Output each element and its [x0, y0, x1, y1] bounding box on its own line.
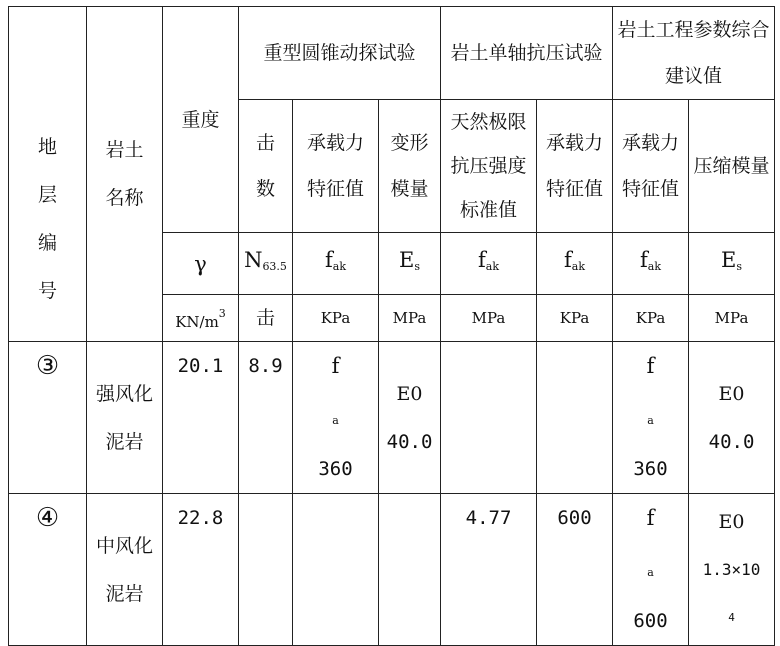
layer-id-cell: ④ [9, 494, 87, 646]
deform-cell [379, 342, 441, 494]
symbol-e-main: E [721, 248, 737, 272]
unit-mpa-1: MPa [379, 295, 441, 342]
rock-name-cell [87, 342, 163, 494]
header-deform-modulus-line: 变形 [390, 132, 429, 154]
symbol-f-sub: ak [571, 260, 586, 273]
header-rock-name-line: 名称 [105, 187, 144, 209]
rec-bearing-cell [613, 494, 689, 646]
header-natural-strength-line: 标准值 [460, 199, 518, 221]
header-layer-id [9, 7, 87, 342]
header-blows-char: 数 [255, 178, 275, 200]
symbol-n-main: N [244, 248, 263, 272]
rock-name-line: 泥岩 [105, 582, 144, 605]
unit-mpa-2: MPa [441, 295, 537, 342]
ucs-bearing-cell [537, 342, 613, 494]
unit-kpa-2: KPa [537, 295, 613, 342]
table-wrapper [8, 6, 775, 646]
header-rock-name [87, 7, 163, 342]
header-natural-strength-line: 天然极限 [450, 111, 527, 133]
symbol-n-sub: 63.5 [262, 260, 287, 273]
symbol-f-main: f [324, 248, 333, 272]
symbol-e-sub: s [414, 260, 420, 273]
symbol-es-2 [689, 233, 775, 295]
header-bearing-char-3-line: 承载力 [622, 132, 680, 154]
symbol-fak-2 [441, 233, 537, 295]
header-blows-char: 击 [255, 132, 275, 154]
deform-value: 40.0 [386, 430, 433, 453]
symbol-fak-4 [613, 233, 689, 295]
symbol-e-main: E [399, 248, 415, 272]
table-row [9, 494, 775, 646]
unit-gamma-base: KN/m [175, 313, 219, 331]
bearing-cell [293, 494, 379, 646]
unit-gamma-sup: 3 [218, 307, 226, 320]
header-group-recommend [613, 7, 775, 100]
symbol-es-1 [379, 233, 441, 295]
header-blows [239, 100, 293, 233]
bearing-label-sub: a [332, 414, 339, 427]
rec-modulus-value [689, 546, 774, 642]
header-rock-name-line: 岩土 [105, 139, 144, 161]
unit-kpa-3: KPa [613, 295, 689, 342]
header-group-recommend-line: 建议值 [665, 65, 723, 87]
bearing-label [293, 342, 378, 445]
header-layer-id-char: 号 [37, 280, 57, 302]
header-layer-id-char: 编 [37, 232, 57, 254]
symbol-n [239, 233, 293, 295]
symbol-fak-3 [537, 233, 613, 295]
unit-gamma [163, 295, 239, 342]
header-bearing-char-2-line: 特征值 [546, 178, 604, 200]
rec-bearing-value: 360 [633, 458, 668, 480]
rec-modulus-cell [689, 494, 775, 646]
header-bearing-char-2-line: 承载力 [546, 132, 604, 154]
header-natural-strength-line: 抗压强度 [450, 155, 527, 177]
symbol-f-main: f [640, 248, 648, 272]
gamma-cell: 22.8 [163, 494, 239, 646]
gamma-cell: 20.1 [163, 342, 239, 494]
header-weight: 重度 [163, 7, 239, 233]
rec-modulus-cell [689, 342, 775, 494]
deform-label: E0 [396, 382, 423, 405]
geotechnical-parameter-table [8, 6, 775, 646]
header-deform-modulus-line: 模量 [390, 178, 429, 200]
symbol-fak-1 [293, 233, 379, 295]
ucs-cell [441, 342, 537, 494]
rock-name-line: 中风化 [95, 534, 153, 557]
rec-bearing-label [613, 342, 688, 445]
header-group-compression: 岩土单轴抗压试验 [441, 7, 613, 100]
header-group-penetration: 重型圆锥动探试验 [239, 7, 441, 100]
header-bearing-char [293, 100, 379, 233]
rec-bearing-label-sub: a [647, 566, 654, 579]
header-natural-strength [441, 100, 537, 233]
layer-id-cell: ③ [9, 342, 87, 494]
header-group-recommend-line: 岩土工程参数综合 [617, 19, 770, 41]
rec-bearing-label-main: f [646, 354, 655, 378]
header-bearing-char-2 [537, 100, 613, 233]
symbol-f-main: f [478, 248, 486, 272]
header-compress-modulus: 压缩模量 [689, 100, 775, 233]
table-row [9, 342, 775, 494]
rec-bearing-label [613, 494, 688, 597]
header-bearing-char-line: 特征值 [306, 178, 364, 200]
symbol-f-sub: ak [647, 260, 662, 273]
symbol-f-sub: ak [332, 260, 346, 273]
header-layer-id-char: 地 [37, 136, 57, 158]
header-deform-modulus [379, 100, 441, 233]
bearing-cell [293, 342, 379, 494]
rec-bearing-cell [613, 342, 689, 494]
blows-cell [239, 494, 293, 646]
deform-cell [379, 494, 441, 646]
rec-modulus-value-sup: 4 [728, 610, 735, 624]
ucs-bearing-cell: 600 [537, 494, 613, 646]
header-bearing-char-line: 承载力 [306, 132, 364, 154]
unit-kpa-1: KPa [293, 295, 379, 342]
header-bearing-char-3-line: 特征值 [622, 178, 680, 200]
bearing-value: 360 [318, 458, 353, 480]
unit-blows: 击 [239, 295, 293, 342]
symbol-gamma: γ [163, 233, 239, 295]
rec-modulus-value: 40.0 [708, 430, 755, 453]
ucs-cell: 4.77 [441, 494, 537, 646]
header-bearing-char-3 [613, 100, 689, 233]
symbol-f-main: f [564, 248, 572, 272]
symbol-f-sub: ak [485, 260, 500, 273]
rec-bearing-label-main: f [646, 506, 655, 530]
rock-name-line: 泥岩 [105, 430, 144, 453]
rec-modulus-label: E0 [718, 382, 745, 405]
header-layer-id-char: 层 [37, 184, 57, 206]
rec-bearing-label-sub: a [647, 414, 654, 427]
blows-cell: 8.9 [239, 342, 293, 494]
symbol-e-sub: s [736, 260, 743, 273]
rock-name-line: 强风化 [95, 382, 153, 405]
bearing-label-main: f [331, 354, 340, 378]
unit-mpa-3: MPa [689, 295, 775, 342]
rock-name-cell [87, 494, 163, 646]
rec-modulus-value-base: 1.3×10 [702, 559, 761, 579]
rec-bearing-value: 600 [633, 610, 668, 632]
rec-modulus-label: E0 [718, 510, 745, 533]
